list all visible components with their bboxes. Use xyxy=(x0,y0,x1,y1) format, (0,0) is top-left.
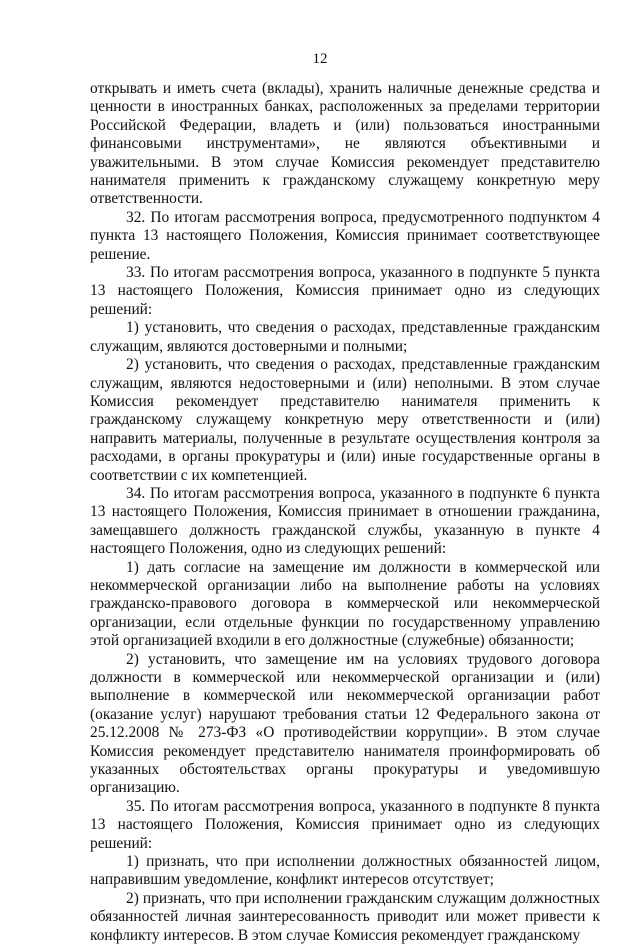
paragraph-item-33: 33. По итогам рассмотрения вопроса, указанного в подпункте 5 пункта 13 настоящего Положения, Комиссия принимает одно из следующих решений: xyxy=(90,264,600,318)
paragraph-item-35-option-2: 2) признать, что при исполнении гражданским служащим должностных обязанностей личная заинтересованность приводит или может привести к конфликту интересов. В этом случае Комиссия рекомендует гражданскому xyxy=(90,889,600,944)
page-number: 12 xyxy=(312,51,328,67)
paragraph-item-34-option-2: 2) установить, что замещение им на условиях трудового договора должности в коммерческой или некоммерческой организации и (или) выполнение в коммерческой или некоммерческой организации работ (оказание услуг) нарушают требования статьи 12 Федерального закона от 25.12.2008 № 273-ФЗ «О противодействии коррупции». В этом случае Комиссия рекомендует представителю нанимателя проинформировать об указанных обстоятельствах органы прокуратуры и уведомившую организацию. xyxy=(90,650,600,797)
paragraph-item-33-option-1: 1) установить, что сведения о расходах, представленные гражданским служащим, являются достоверными и полными; xyxy=(90,319,600,355)
paragraph-item-35: 35. По итогам рассмотрения вопроса, указанного в подпункте 8 пункта 13 настоящего Положения, Комиссия принимает одно из следующих решений: xyxy=(90,797,600,852)
document-body xyxy=(90,80,600,945)
paragraph-item-32: 32. По итогам рассмотрения вопроса, предусмотренного подпунктом 4 пункта 13 настоящего Положения, Комиссия принимает соответствующее решение. xyxy=(90,208,600,263)
paragraph-item-34-option-1: 1) дать согласие на замещение им должности в коммерческой или некоммерческой организации либо на выполнение работы на условиях гражданско-правового договора в коммерческой или некоммерческой организации, если отдельные функции по государственному управлению этой организацией входили в его должностные (служебные) обязанности; xyxy=(90,558,600,650)
paragraph-continuation: открывать и иметь счета (вклады), хранить наличные денежные средства и ценности в иностранных банках, расположенных за пределами территории Российской Федерации, владеть и (или) пользоваться иностранными финансовыми инструментами», не являются объективными и уважительными. В этом случае Комиссия рекомендует представителю нанимателя применить к гражданскому служащему конкретную меру ответственности. xyxy=(90,80,600,208)
paragraph-item-33-option-2: 2) установить, что сведения о расходах, представленные гражданским служащим, являются недостоверными и (или) неполными. В этом случае Комиссия рекомендует представителю нанимателя применить к гражданскому служащему конкретную меру ответственности и (или) направить материалы, полученные в результате осуществления контроля за расходами, в органы прокуратуры и (или) иные государственные органы в соответствии с их компетенцией. xyxy=(90,356,600,484)
paragraph-item-35-option-1: 1) признать, что при исполнении должностных обязанностей лицом, направившим уведомление, конфликт интересов отсутствует; xyxy=(90,853,600,889)
paragraph-item-34: 34. По итогам рассмотрения вопроса, указанного в подпункте 6 пункта 13 настоящего Положения, Комиссия принимает в отношении гражданина, замещавшего должность гражданской службы, указанную в пункте 4 настоящего Положения, одно из следующих решений: xyxy=(90,484,600,558)
